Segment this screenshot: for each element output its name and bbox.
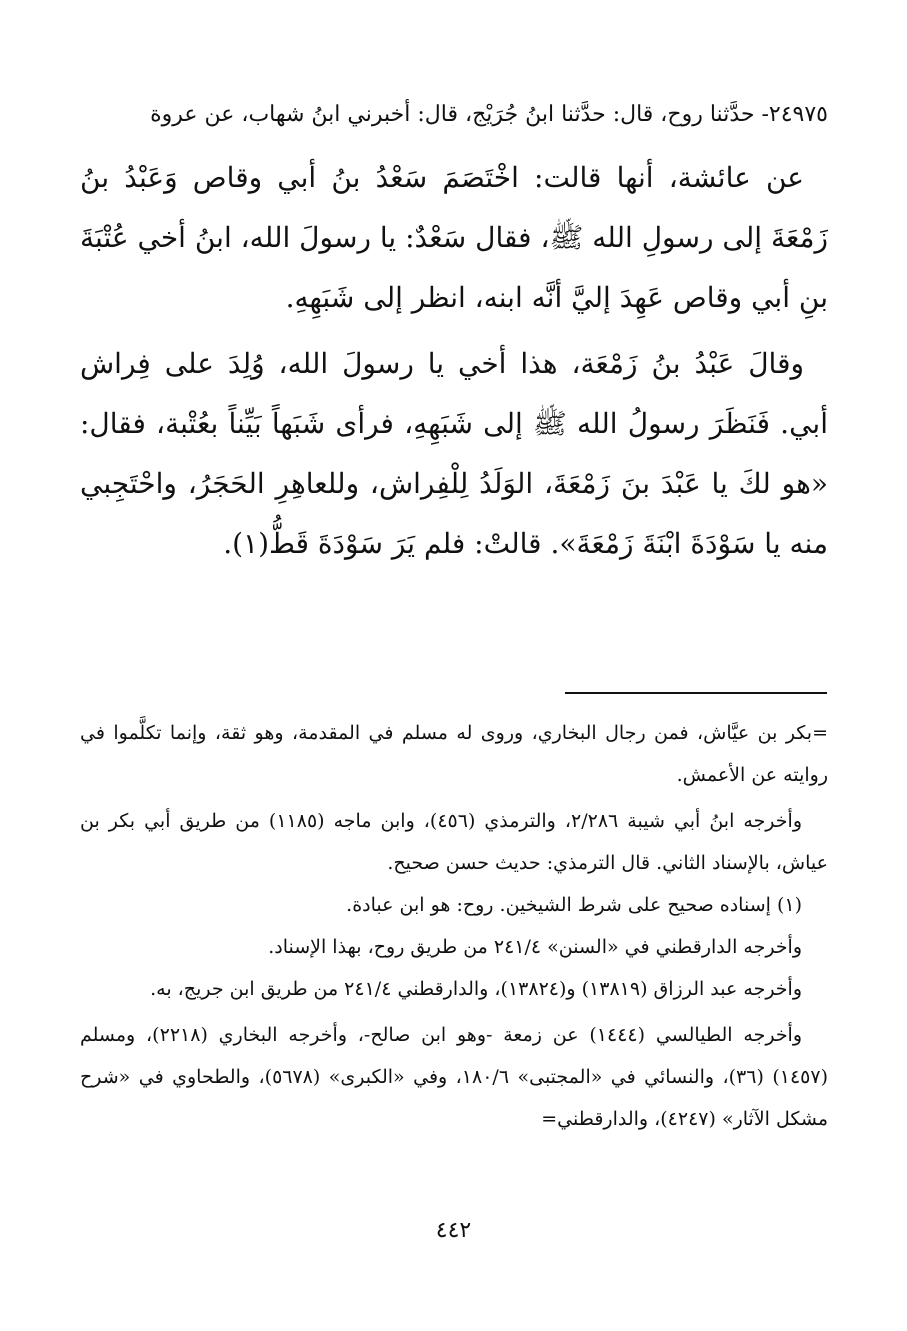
- footnote-paragraph: =بكر بن عيَّاش، فمن رجال البخاري، وروى له مسلم في المقدمة، وهو ثقة، وإنما تكلَّموا في روايته عن الأعمش.: [80, 722, 828, 786]
- hadith-text-paragraph: عن عائشة، أنها قالت: اخْتَصَمَ سَعْدُ بنُ أبي وقاص وَعَبْدُ بنُ زَمْعَةَ إلى رسولِ الله ﷺ، فقال سَعْدٌ: يا رسولَ الله، ابنُ أخي عُتْبَةَ بنِ أبي وقاص عَهِدَ إليَّ أنَّه ابنه، انظر إلى شَبَهِهِ.: [80, 161, 828, 314]
- main-text: [80, 96, 828, 574]
- footnote-separator: [565, 692, 827, 694]
- page-number: ٤٤٢: [435, 1218, 472, 1243]
- hadith-text-paragraph: وقالَ عَبْدُ بنُ زَمْعَة، هذا أخي يا رسولَ الله، وُلِدَ على فِراش أبي. فَنَظَرَ رسولُ الله ﷺ إلى شَبَهِهِ، فرأى شَبَهاً بَيِّناً بعُتْبة، فقال: «هو لكَ يا عَبْدَ بنَ زَمْعَةَ، الوَلَدُ لِلْفِراش، وللعاهِرِ الحَجَرُ، واحْتَجِبي منه يا سَوْدَةَ ابْنَةَ زَمْعَةَ». قالتْ: فلم يَرَ سَوْدَةَ قَطُّ(١).: [80, 347, 828, 560]
- footnote-paragraph: (١) إسناده صحيح على شرط الشيخين. روح: هو ابن عبادة.: [346, 894, 802, 916]
- footnote-paragraph: وأخرجه الدارقطني في «السنن» ٢٤١/٤ من طريق روح، بهذا الإسناد.: [268, 936, 802, 958]
- footnotes: [80, 712, 828, 1140]
- hadith-header: ٢٤٩٧٥- حدَّثنا روح، قال: حدَّثنا ابنُ جُرَيْج، قال: أخبرني ابنُ شهاب، عن عروة: [150, 102, 828, 127]
- footnote-paragraph: وأخرجه عبد الرزاق (١٣٨١٩) و(١٣٨٢٤)، والدارقطني ٢٤١/٤ من طريق ابن جريج، به.: [150, 978, 802, 1000]
- footnote-paragraph: وأخرجه ابنُ أبي شيبة ٢/٢٨٦، والترمذي (٤٥٦)، وابن ماجه (١١٨٥) من طريق أبي بكر بن عياش، بالإسناد الثاني. قال الترمذي: حديث حسن صحيح.: [80, 810, 828, 874]
- footnote-paragraph: وأخرجه الطيالسي (١٤٤٤) عن زمعة -وهو ابن صالح-، وأخرجه البخاري (٢٢١٨)، ومسلم (١٤٥٧) (٣٦)، والنسائي في «المجتبى» ١٨٠/٦، وفي «الكبرى» (٥٦٧٨)، والطحاوي في «شرح مشكل الآثار» (٤٢٤٧)، والدارقطني=: [80, 1024, 828, 1130]
